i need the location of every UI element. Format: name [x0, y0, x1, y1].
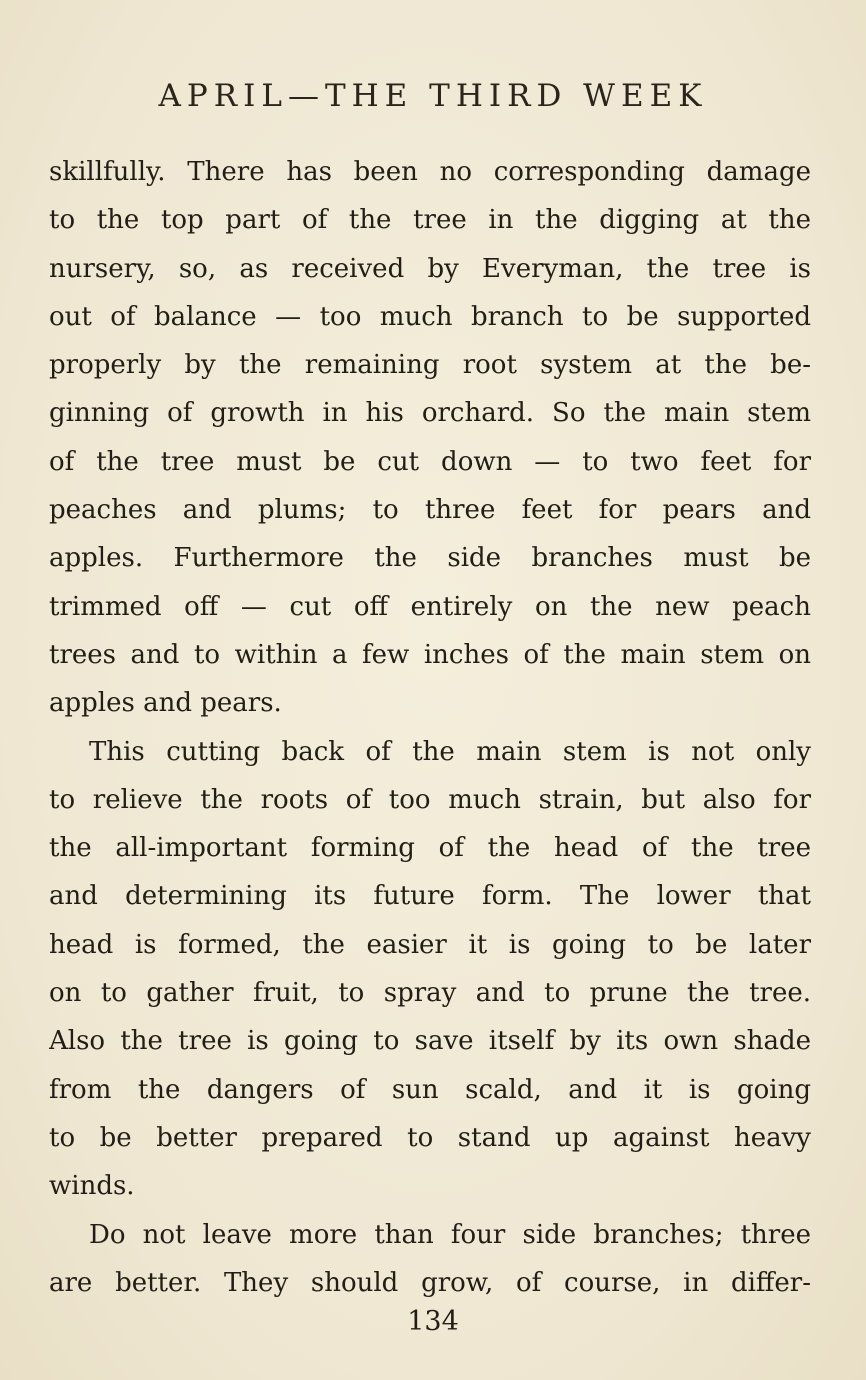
text-line: skillfully. There has been no corresponding damage [49, 157, 811, 187]
text-line: apples. Furthermore the side branches must be [49, 543, 811, 574]
text-line: trees and to within a few inches of the main stem on [49, 639, 811, 670]
text-line: on to gather fruit, to spray and to prune the tree. [49, 978, 811, 1009]
text-line: from the dangers of sun scald, and it is going [49, 1074, 811, 1105]
text-line: to the top part of the tree in the digging at the [49, 205, 811, 236]
text-line: This cutting back of the main stem is not only [89, 736, 811, 767]
running-head: APRIL—THE THIRD WEEK [158, 78, 708, 114]
text-line: to relieve the roots of too much strain, but also for [49, 784, 811, 815]
text-line: peaches and plums; to three feet for pears and [49, 495, 811, 526]
text-line: apples and pears. [49, 688, 282, 719]
text-line: Also the tree is going to save itself by its own shade [49, 1026, 811, 1057]
text-line: the all-important forming of the head of the tree [49, 833, 811, 864]
text-line: out of balance — too much branch to be supported [49, 301, 811, 332]
text-line: and determining its future form. The lower that [49, 881, 811, 912]
text-line: are better. They should grow, of course, in differ- [49, 1267, 811, 1298]
text-line: ginning of growth in his orchard. So the main stem [49, 398, 811, 429]
text-line: head is formed, the easier it is going to be later [49, 929, 811, 960]
body-text [49, 148, 811, 1307]
text-line: trimmed off — cut off entirely on the new peach [49, 591, 811, 622]
text-line: nursery, so, as received by Everyman, the tree is [49, 253, 811, 284]
text-line: of the tree must be cut down — to two feet for [49, 446, 811, 477]
page-number: 134 [407, 1306, 459, 1337]
text-line: winds. [49, 1171, 135, 1202]
text-line: Do not leave more than four side branches; three [89, 1219, 811, 1250]
text-line: to be better prepared to stand up against heavy [49, 1122, 811, 1153]
text-line: properly by the remaining root system at the be- [49, 350, 811, 381]
